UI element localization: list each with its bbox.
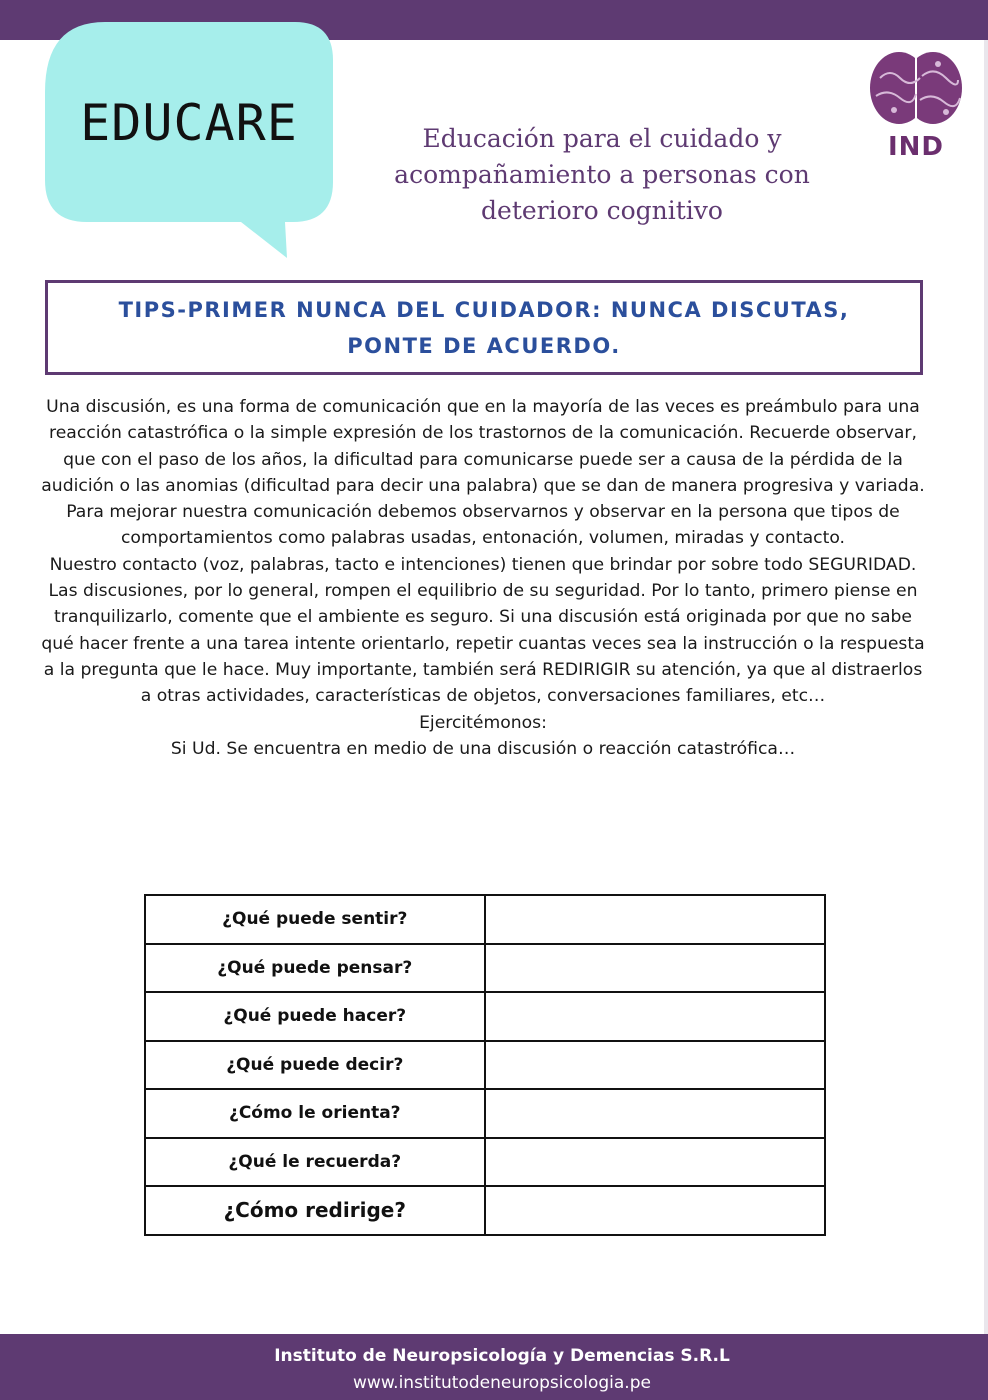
body-paragraph: Ejercitémonos: bbox=[419, 712, 547, 733]
tips-title-line: TIPS-PRIMER NUNCA DEL CUIDADOR: NUNCA DISCUTAS, bbox=[118, 297, 850, 322]
subtitle-line: deterioro cognitivo bbox=[481, 196, 723, 225]
table-row bbox=[145, 944, 825, 993]
body-paragraph: Si Ud. Se encuentra en medio de una discusión o reacción catastrófica… bbox=[170, 738, 796, 759]
table-row bbox=[145, 1138, 825, 1187]
table-row bbox=[145, 1089, 825, 1138]
brain-icon bbox=[866, 48, 966, 138]
answer-cell[interactable] bbox=[485, 1186, 825, 1235]
footer-bar bbox=[0, 1334, 988, 1400]
question-cell: ¿Cómo redirige? bbox=[145, 1186, 485, 1235]
body-paragraph: Las discusiones, por lo general, rompen el equilibrio de su seguridad. Por lo tanto, primero piense en tranquilizarlo, comente que el ambiente es seguro. Si una discusión está originada por que no sabe qué hacer frente a una tarea intente orientarlo, repetir cuantas veces sea la instrucción o la respuesta a la pregunta que le hace. Muy importante, también será REDIRIGIR su atención, ya que al distraerlos a otras actividades, características de objetos, conversaciones familiares, etc… bbox=[41, 581, 925, 707]
page-subtitle bbox=[352, 121, 852, 229]
question-cell: ¿Cómo le orienta? bbox=[145, 1089, 485, 1138]
tips-title-line: PONTE DE ACUERDO. bbox=[347, 333, 621, 358]
answer-cell[interactable] bbox=[485, 1041, 825, 1090]
table-row bbox=[145, 1041, 825, 1090]
table-row bbox=[145, 895, 825, 944]
brand-title: EDUCARE bbox=[80, 94, 298, 152]
table-row bbox=[145, 992, 825, 1041]
logo-text: IND bbox=[887, 132, 944, 162]
subtitle-line: Educación para el cuidado y bbox=[422, 124, 782, 153]
tips-title bbox=[74, 292, 894, 364]
table-row bbox=[145, 1186, 825, 1235]
speech-bubble bbox=[45, 22, 333, 240]
body-text bbox=[38, 394, 928, 762]
question-cell: ¿Qué puede decir? bbox=[145, 1041, 485, 1090]
question-cell: ¿Qué puede hacer? bbox=[145, 992, 485, 1041]
page-edge bbox=[984, 40, 988, 1340]
answer-cell[interactable] bbox=[485, 895, 825, 944]
body-paragraph: Nuestro contacto (voz, palabras, tacto e intenciones) tienen que brindar por sobre todo SEGURIDAD. bbox=[49, 554, 917, 575]
answer-cell[interactable] bbox=[485, 1089, 825, 1138]
question-cell: ¿Qué puede pensar? bbox=[145, 944, 485, 993]
answer-cell[interactable] bbox=[485, 1138, 825, 1187]
subtitle-line: acompañamiento a personas con bbox=[394, 160, 810, 189]
question-cell: ¿Qué le recuerda? bbox=[145, 1138, 485, 1187]
tips-box bbox=[45, 280, 923, 375]
answer-cell[interactable] bbox=[485, 944, 825, 993]
body-paragraph: Una discusión, es una forma de comunicación que en la mayoría de las veces es preámbulo para una reacción catastrófica o la simple expresión de los trastornos de la comunicación. Recuerde observar, que con el paso de los años, la dificultad para comunicarse puede ser a causa de la pérdida de la audición o las anomias (dificultad para decir una palabra) que se dan de manera progresiva y variada. bbox=[41, 397, 925, 496]
exercise-table bbox=[144, 894, 826, 1236]
body-paragraph: Para mejorar nuestra comunicación debemos observarnos y observar en la persona que tipos de comportamientos como palabras usadas, entonación, volumen, miradas y contacto. bbox=[66, 502, 900, 549]
answer-cell[interactable] bbox=[485, 992, 825, 1041]
question-cell: ¿Qué puede sentir? bbox=[145, 895, 485, 944]
institute-logo bbox=[866, 48, 966, 168]
footer-website-link[interactable]: www.institutodeneuropsicologia.pe bbox=[353, 1373, 651, 1393]
footer-institute-name: Instituto de Neuropsicología y Demencias S.R.L bbox=[274, 1346, 730, 1366]
